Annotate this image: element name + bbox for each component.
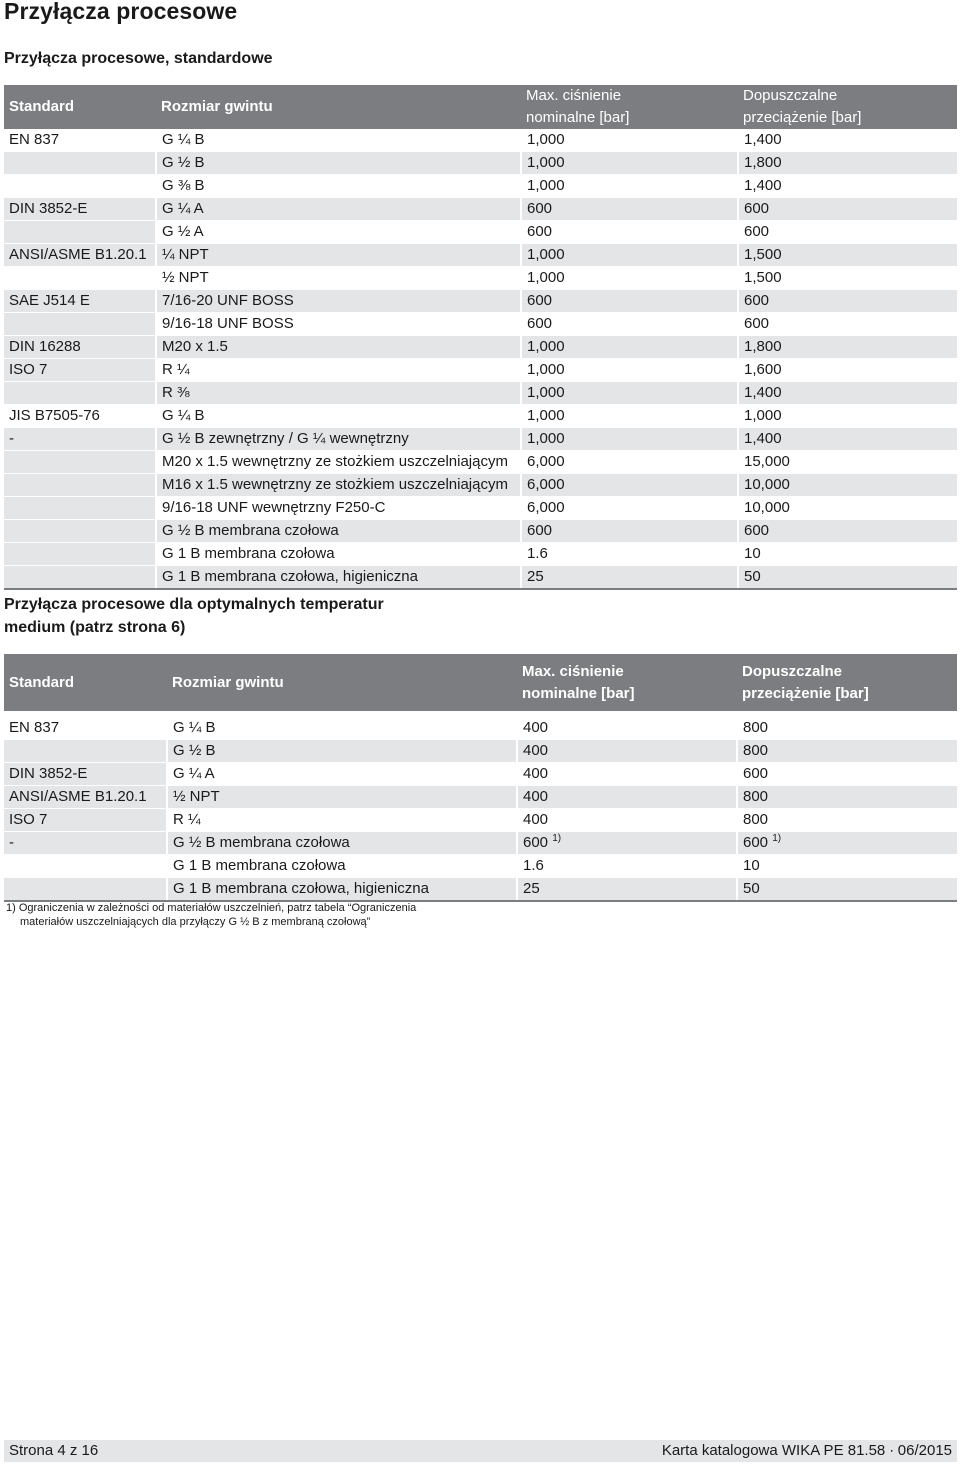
overload-cell bbox=[737, 855, 957, 878]
max-pressure-cell-value: 1.6 bbox=[527, 545, 548, 562]
standard-cell bbox=[4, 474, 156, 497]
standard-cell-value: DIN 16288 bbox=[9, 338, 81, 355]
header-standard: Standard bbox=[4, 85, 156, 129]
max-pressure-cell-value: 400 bbox=[523, 788, 549, 805]
table-row bbox=[4, 543, 957, 566]
overload-cell-value: 800 bbox=[743, 811, 769, 828]
standard-cell-value: DIN 3852-E bbox=[9, 200, 88, 217]
page-number: Strona 4 z 16 bbox=[9, 1442, 99, 1459]
thread-size-cell bbox=[167, 763, 517, 786]
thread-size-cell-value: G ½ A bbox=[162, 223, 204, 240]
header-overload-line1: Dopuszczalne bbox=[743, 87, 838, 104]
standard-connections-table bbox=[4, 85, 957, 590]
overload-cell bbox=[737, 809, 957, 832]
header-standard: Standard bbox=[4, 654, 167, 711]
header-max-pressure bbox=[521, 85, 738, 129]
max-pressure-cell-value: 6,000 bbox=[527, 476, 565, 493]
standard-cell bbox=[4, 313, 156, 336]
max-pressure-cell bbox=[521, 221, 738, 244]
overload-cell-value: 1,800 bbox=[744, 154, 782, 171]
table-row bbox=[4, 566, 957, 590]
thread-size-cell bbox=[156, 198, 521, 221]
standard-cell-value: - bbox=[9, 430, 14, 447]
max-pressure-cell-value: 400 bbox=[523, 811, 549, 828]
thread-size-cell-value: G ½ B membrana czołowa bbox=[162, 522, 339, 539]
thread-size-cell-value: G ⅜ B bbox=[162, 177, 205, 194]
max-pressure-cell bbox=[517, 786, 737, 809]
table-row bbox=[4, 786, 957, 809]
overload-cell-value: 15,000 bbox=[744, 453, 790, 470]
standard-cell bbox=[4, 520, 156, 543]
overload-cell bbox=[738, 405, 957, 428]
standard-cell-value: JIS B7505-76 bbox=[9, 407, 100, 424]
thread-size-cell-value: R ⅜ bbox=[162, 384, 190, 401]
max-pressure-cell-value: 25 bbox=[523, 880, 540, 897]
overload-cell bbox=[738, 244, 957, 267]
standard-cell bbox=[4, 855, 167, 878]
table-row bbox=[4, 428, 957, 451]
max-pressure-cell bbox=[517, 763, 737, 786]
overload-cell bbox=[738, 451, 957, 474]
thread-size-cell-value: G 1 B membrana czołowa bbox=[173, 857, 346, 874]
standard-cell bbox=[4, 566, 156, 590]
table-row bbox=[4, 382, 957, 405]
table-row bbox=[4, 175, 957, 198]
table-row bbox=[4, 267, 957, 290]
standard-cell bbox=[4, 129, 156, 152]
header-max-pressure-line2: nominalne [bar] bbox=[526, 109, 630, 126]
max-pressure-cell bbox=[521, 267, 738, 290]
max-pressure-cell bbox=[521, 382, 738, 405]
standard-cell bbox=[4, 336, 156, 359]
overload-cell-value: 10,000 bbox=[744, 499, 790, 516]
thread-size-cell-value: ½ NPT bbox=[173, 788, 220, 805]
thread-size-cell bbox=[156, 129, 521, 152]
optimal-temperature-connections-table bbox=[4, 654, 957, 902]
thread-size-cell bbox=[156, 336, 521, 359]
max-pressure-cell-value: 1,000 bbox=[527, 246, 565, 263]
thread-size-cell-value: G ½ B bbox=[162, 154, 205, 171]
thread-size-cell bbox=[156, 382, 521, 405]
table2-title bbox=[4, 593, 384, 639]
thread-size-cell bbox=[167, 855, 517, 878]
max-pressure-cell-value: 400 bbox=[523, 765, 549, 782]
overload-cell-value: 1,800 bbox=[744, 338, 782, 355]
max-pressure-cell-value: 1,000 bbox=[527, 338, 565, 355]
standard-cell-value: ISO 7 bbox=[9, 811, 48, 828]
header-overload bbox=[737, 654, 957, 711]
max-pressure-cell bbox=[521, 359, 738, 382]
table-row bbox=[4, 244, 957, 267]
header-max-pressure-line2: nominalne [bar] bbox=[522, 684, 635, 702]
standard-cell bbox=[4, 405, 156, 428]
standard-cell bbox=[4, 267, 156, 290]
max-pressure-cell bbox=[521, 520, 738, 543]
standard-cell bbox=[4, 152, 156, 175]
standard-cell-value: EN 837 bbox=[9, 719, 60, 736]
overload-cell bbox=[738, 497, 957, 520]
overload-cell-value: 600 bbox=[744, 522, 770, 539]
max-pressure-cell bbox=[521, 451, 738, 474]
overload-cell-value: 1,400 bbox=[744, 131, 782, 148]
overload-cell-value: 800 bbox=[743, 719, 769, 736]
table-row bbox=[4, 313, 957, 336]
max-pressure-cell-value: 1,000 bbox=[527, 154, 565, 171]
table-row bbox=[4, 717, 957, 740]
thread-size-cell-value: 9/16-18 UNF BOSS bbox=[162, 315, 294, 332]
overload-cell bbox=[738, 152, 957, 175]
footnote-marker: 1) bbox=[552, 833, 562, 844]
thread-size-cell bbox=[156, 244, 521, 267]
thread-size-cell bbox=[167, 740, 517, 763]
table2-title-line1: Przyłącza procesowe dla optymalnych temperatur bbox=[4, 596, 384, 613]
thread-size-cell bbox=[167, 878, 517, 902]
header-overload-line2: przeciążenie [bar] bbox=[743, 109, 862, 126]
max-pressure-cell bbox=[521, 405, 738, 428]
table-row bbox=[4, 336, 957, 359]
thread-size-cell bbox=[156, 359, 521, 382]
overload-cell bbox=[738, 313, 957, 336]
overload-cell-value: 1,500 bbox=[744, 269, 782, 286]
table-row bbox=[4, 855, 957, 878]
document-reference: Karta katalogowa WIKA PE 81.58 ∙ 06/2015 bbox=[661, 1442, 952, 1459]
header-overload-line1: Dopuszczalne bbox=[742, 662, 843, 680]
standard-cell bbox=[4, 451, 156, 474]
thread-size-cell bbox=[167, 717, 517, 740]
max-pressure-cell-value: 600 bbox=[527, 315, 553, 332]
overload-cell-value: 600 bbox=[744, 315, 770, 332]
overload-cell-value: 600 bbox=[744, 200, 770, 217]
max-pressure-cell bbox=[517, 740, 737, 763]
footnote-marker: 1) bbox=[772, 833, 782, 844]
thread-size-cell-value: G 1 B membrana czołowa bbox=[162, 545, 335, 562]
table-row bbox=[4, 520, 957, 543]
thread-size-cell bbox=[156, 497, 521, 520]
table-row bbox=[4, 474, 957, 497]
overload-cell bbox=[738, 474, 957, 497]
standard-cell-value: ISO 7 bbox=[9, 361, 48, 378]
max-pressure-cell bbox=[521, 244, 738, 267]
standard-cell-value: EN 837 bbox=[9, 131, 60, 148]
thread-size-cell bbox=[167, 786, 517, 809]
standard-cell bbox=[4, 221, 156, 244]
overload-cell-value: 10 bbox=[743, 857, 760, 874]
overload-cell bbox=[737, 786, 957, 809]
standard-cell bbox=[4, 497, 156, 520]
max-pressure-cell bbox=[521, 474, 738, 497]
overload-cell bbox=[738, 543, 957, 566]
header-overload-line2: przeciążenie [bar] bbox=[742, 684, 869, 702]
thread-size-cell-value: G ½ B zewnętrzny / G ¼ wewnętrzny bbox=[162, 430, 409, 447]
header-max-pressure-line1: Max. ciśnienie bbox=[526, 87, 622, 104]
overload-cell-value: 10,000 bbox=[744, 476, 790, 493]
max-pressure-cell-value: 6,000 bbox=[527, 499, 565, 516]
overload-cell-value: 1,000 bbox=[744, 407, 782, 424]
overload-cell-value: 600 bbox=[744, 223, 770, 240]
standard-cell bbox=[4, 763, 167, 786]
thread-size-cell-value: G 1 B membrana czołowa, higieniczna bbox=[173, 880, 429, 897]
max-pressure-cell bbox=[521, 290, 738, 313]
max-pressure-cell bbox=[521, 497, 738, 520]
max-pressure-cell-value: 1,000 bbox=[527, 384, 565, 401]
thread-size-cell bbox=[156, 405, 521, 428]
overload-cell bbox=[737, 832, 957, 855]
thread-size-cell-value: G ¼ A bbox=[162, 200, 204, 217]
max-pressure-cell-value: 1,000 bbox=[527, 269, 565, 286]
thread-size-cell-value: M16 x 1.5 wewnętrzny ze stożkiem uszczelniającym bbox=[162, 476, 508, 493]
thread-size-cell-value: G ¼ A bbox=[173, 765, 215, 782]
table-row bbox=[4, 359, 957, 382]
thread-size-cell bbox=[156, 474, 521, 497]
thread-size-cell-value: R ¼ bbox=[162, 361, 190, 378]
overload-cell bbox=[738, 520, 957, 543]
max-pressure-cell bbox=[517, 855, 737, 878]
table-row bbox=[4, 405, 957, 428]
overload-cell bbox=[738, 175, 957, 198]
max-pressure-cell bbox=[521, 152, 738, 175]
thread-size-cell bbox=[156, 428, 521, 451]
max-pressure-cell bbox=[521, 313, 738, 336]
max-pressure-cell-value: 400 bbox=[523, 742, 549, 759]
header-max-pressure bbox=[517, 654, 737, 711]
table-row bbox=[4, 290, 957, 313]
max-pressure-cell-value: 1,000 bbox=[527, 361, 565, 378]
table-row bbox=[4, 451, 957, 474]
thread-size-cell bbox=[156, 221, 521, 244]
overload-cell-value: 1,500 bbox=[744, 246, 782, 263]
thread-size-cell bbox=[156, 313, 521, 336]
table-row bbox=[4, 740, 957, 763]
max-pressure-cell bbox=[517, 809, 737, 832]
thread-size-cell bbox=[167, 809, 517, 832]
thread-size-cell-value: G ¼ B bbox=[173, 719, 216, 736]
max-pressure-cell-value: 600 bbox=[527, 522, 553, 539]
overload-cell bbox=[738, 428, 957, 451]
overload-cell bbox=[738, 382, 957, 405]
standard-cell-value: ANSI/ASME B1.20.1 bbox=[9, 246, 147, 263]
overload-cell bbox=[738, 336, 957, 359]
overload-cell bbox=[738, 267, 957, 290]
header-thread-size: Rozmiar gwintu bbox=[156, 85, 521, 129]
table2-title-line2: medium (patrz strona 6) bbox=[4, 619, 186, 636]
table-row bbox=[4, 129, 957, 152]
thread-size-cell-value: M20 x 1.5 bbox=[162, 338, 228, 355]
thread-size-cell-value: R ¼ bbox=[173, 811, 201, 828]
overload-cell bbox=[737, 740, 957, 763]
overload-cell-value: 600 bbox=[743, 834, 769, 851]
standard-cell bbox=[4, 428, 156, 451]
overload-cell-value: 600 bbox=[744, 292, 770, 309]
thread-size-cell-value: G ¼ B bbox=[162, 407, 205, 424]
standard-cell bbox=[4, 244, 156, 267]
overload-cell-value: 1,400 bbox=[744, 430, 782, 447]
max-pressure-cell-value: 600 bbox=[527, 223, 553, 240]
standard-cell bbox=[4, 290, 156, 313]
max-pressure-cell bbox=[521, 428, 738, 451]
overload-cell-value: 50 bbox=[743, 880, 760, 897]
table1-title: Przyłącza procesowe, standardowe bbox=[4, 50, 273, 67]
table-row bbox=[4, 152, 957, 175]
table-row bbox=[4, 832, 957, 855]
max-pressure-cell-value: 1,000 bbox=[527, 430, 565, 447]
footnote bbox=[6, 902, 446, 929]
max-pressure-cell bbox=[521, 543, 738, 566]
overload-cell bbox=[738, 290, 957, 313]
footnote-line2: materiałów uszczelniających dla przyłączy G ½ B z membraną czołową” bbox=[20, 915, 371, 928]
thread-size-cell bbox=[156, 566, 521, 590]
thread-size-cell-value: M20 x 1.5 wewnętrzny ze stożkiem uszczelniającym bbox=[162, 453, 508, 470]
thread-size-cell-value: ½ NPT bbox=[162, 269, 209, 286]
thread-size-cell bbox=[167, 832, 517, 855]
thread-size-cell bbox=[156, 543, 521, 566]
overload-cell-value: 800 bbox=[743, 742, 769, 759]
standard-cell bbox=[4, 786, 167, 809]
max-pressure-cell bbox=[521, 175, 738, 198]
header-thread-size: Rozmiar gwintu bbox=[167, 654, 517, 711]
overload-cell-value: 1,400 bbox=[744, 177, 782, 194]
overload-cell bbox=[738, 221, 957, 244]
table-row bbox=[4, 497, 957, 520]
overload-cell-value: 1,600 bbox=[744, 361, 782, 378]
standard-cell bbox=[4, 359, 156, 382]
thread-size-cell bbox=[156, 520, 521, 543]
thread-size-cell-value: 7/16-20 UNF BOSS bbox=[162, 292, 294, 309]
max-pressure-cell bbox=[517, 717, 737, 740]
max-pressure-cell-value: 6,000 bbox=[527, 453, 565, 470]
thread-size-cell bbox=[156, 451, 521, 474]
standard-cell bbox=[4, 717, 167, 740]
overload-cell bbox=[738, 566, 957, 590]
max-pressure-cell bbox=[521, 129, 738, 152]
standard-cell-value: - bbox=[9, 834, 14, 851]
max-pressure-cell-value: 600 bbox=[523, 834, 549, 851]
overload-cell-value: 10 bbox=[744, 545, 761, 562]
max-pressure-cell-value: 600 bbox=[527, 200, 553, 217]
thread-size-cell bbox=[156, 267, 521, 290]
max-pressure-cell-value: 400 bbox=[523, 719, 549, 736]
overload-cell bbox=[738, 198, 957, 221]
max-pressure-cell bbox=[517, 878, 737, 902]
table2-header-row bbox=[4, 654, 957, 711]
header-max-pressure-line1: Max. ciśnienie bbox=[522, 662, 624, 680]
max-pressure-cell bbox=[521, 336, 738, 359]
overload-cell-value: 50 bbox=[744, 568, 761, 585]
table1-header-row bbox=[4, 85, 957, 129]
overload-cell-value: 600 bbox=[743, 765, 769, 782]
header-overload bbox=[738, 85, 957, 129]
standard-cell bbox=[4, 175, 156, 198]
standard-cell-value: SAE J514 E bbox=[9, 292, 90, 309]
overload-cell bbox=[737, 717, 957, 740]
overload-cell-value: 800 bbox=[743, 788, 769, 805]
overload-cell bbox=[737, 878, 957, 902]
max-pressure-cell-value: 600 bbox=[527, 292, 553, 309]
standard-cell-value: ANSI/ASME B1.20.1 bbox=[9, 788, 147, 805]
max-pressure-cell-value: 1,000 bbox=[527, 407, 565, 424]
standard-cell bbox=[4, 878, 167, 902]
footnote-line1: 1) Ograniczenia w zależności od materiałów uszczelnień, patrz tabela “Ograniczenia bbox=[6, 902, 417, 914]
thread-size-cell-value: G ½ B bbox=[173, 742, 216, 759]
standard-cell bbox=[4, 382, 156, 405]
overload-cell-value: 1,400 bbox=[744, 384, 782, 401]
max-pressure-cell bbox=[521, 198, 738, 221]
table-row bbox=[4, 809, 957, 832]
max-pressure-cell bbox=[521, 566, 738, 590]
standard-cell bbox=[4, 832, 167, 855]
max-pressure-cell-value: 1,000 bbox=[527, 131, 565, 148]
table-row bbox=[4, 763, 957, 786]
thread-size-cell-value: ¼ NPT bbox=[162, 246, 209, 263]
overload-cell bbox=[738, 129, 957, 152]
thread-size-cell bbox=[156, 290, 521, 313]
page-title: Przyłącza procesowe bbox=[4, 0, 238, 24]
max-pressure-cell bbox=[517, 832, 737, 855]
table-row bbox=[4, 878, 957, 902]
standard-cell bbox=[4, 809, 167, 832]
thread-size-cell-value: G ¼ B bbox=[162, 131, 205, 148]
thread-size-cell bbox=[156, 152, 521, 175]
max-pressure-cell-value: 1,000 bbox=[527, 177, 565, 194]
standard-cell-value: DIN 3852-E bbox=[9, 765, 88, 782]
max-pressure-cell-value: 25 bbox=[527, 568, 544, 585]
thread-size-cell-value: 9/16-18 UNF wewnętrzny F250-C bbox=[162, 499, 386, 516]
table-row bbox=[4, 198, 957, 221]
thread-size-cell-value: G ½ B membrana czołowa bbox=[173, 834, 350, 851]
thread-size-cell bbox=[156, 175, 521, 198]
standard-cell bbox=[4, 543, 156, 566]
standard-cell bbox=[4, 740, 167, 763]
standard-cell bbox=[4, 198, 156, 221]
max-pressure-cell-value: 1.6 bbox=[523, 857, 544, 874]
thread-size-cell-value: G 1 B membrana czołowa, higieniczna bbox=[162, 568, 418, 585]
page-footer bbox=[4, 1440, 957, 1462]
overload-cell bbox=[737, 763, 957, 786]
table-row bbox=[4, 221, 957, 244]
overload-cell bbox=[738, 359, 957, 382]
